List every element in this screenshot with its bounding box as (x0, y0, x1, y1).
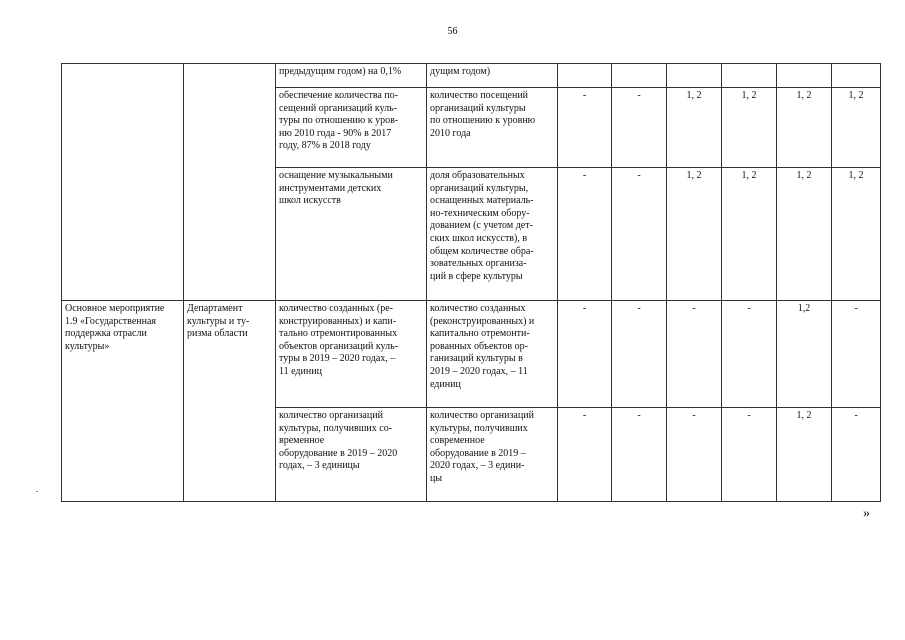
mark-cell (612, 64, 667, 88)
mark-cell: 1, 2 (777, 408, 832, 502)
mark-cell: - (612, 168, 667, 301)
executor-cell: Департамент культуры и ту- ризма области (184, 301, 276, 502)
mark-cell: - (832, 301, 881, 408)
mark-cell: - (722, 301, 777, 408)
indicator-cell: количество посещений организаций культуры по отношению к уровню 2010 года (427, 88, 558, 168)
page-number: 56 (447, 26, 458, 37)
result-cell: предыдущим годом) на 0,1% (276, 64, 427, 88)
table-row (62, 64, 881, 88)
mark-cell: 1, 2 (777, 88, 832, 168)
event-cell (62, 64, 184, 301)
indicator-cell: количество организаций культуры, получивших современное оборудование в 2019 – 2020 годах, – 3 едини- цы (427, 408, 558, 502)
executor-cell (184, 64, 276, 301)
mark-cell (722, 64, 777, 88)
mark-cell: - (667, 408, 722, 502)
indicator-cell: доля образовательных организаций культуры, оснащенных материаль- но-техническим обору- дованием (с учетом дет- ских школ искусств), в общем количестве обра- зовательных организа- ций в сфере культуры (427, 168, 558, 301)
mark-cell: - (612, 408, 667, 502)
indicator-cell: дущим годом) (427, 64, 558, 88)
margin-mark (36, 491, 38, 492)
mark-cell: - (612, 301, 667, 408)
mark-cell: - (667, 301, 722, 408)
mark-cell (777, 64, 832, 88)
mark-cell: 1, 2 (667, 88, 722, 168)
mark-cell: - (558, 168, 612, 301)
mark-cell: 1, 2 (832, 168, 881, 301)
mark-cell: - (832, 408, 881, 502)
mark-cell (667, 64, 722, 88)
table-row (62, 301, 881, 408)
program-table (61, 63, 881, 502)
mark-cell: 1,2 (777, 301, 832, 408)
indicator-cell: количество созданных (реконструированных) и капитально отремонти- рованных объектов ор- ганизаций культуры в 2019 – 2020 годах, – 11 единиц (427, 301, 558, 408)
result-cell: количество организаций культуры, получивших со- временное оборудование в 2019 – 2020 годах, – 3 единицы (276, 408, 427, 502)
mark-cell: - (558, 408, 612, 502)
result-cell: обеспечение количества по- сещений организаций куль- туры по отношению к уров- ню 2010 года - 90% в 2017 году, 87% в 2018 году (276, 88, 427, 168)
mark-cell: 1, 2 (722, 168, 777, 301)
mark-cell: 1, 2 (722, 88, 777, 168)
mark-cell (558, 64, 612, 88)
mark-cell: 1, 2 (667, 168, 722, 301)
mark-cell: - (722, 408, 777, 502)
event-cell: Основное мероприятие 1.9 «Государственная поддержка отрасли культуры» (62, 301, 184, 502)
result-cell: количество созданных (ре- конструированных) и капи- тально отремонтированных объектов организаций куль- туры в 2019 – 2020 годах, – 11 единиц (276, 301, 427, 408)
mark-cell: - (612, 88, 667, 168)
mark-cell (832, 64, 881, 88)
mark-cell: - (558, 88, 612, 168)
mark-cell: 1, 2 (777, 168, 832, 301)
mark-cell: 1, 2 (832, 88, 881, 168)
closing-quote: » (863, 506, 870, 521)
result-cell: оснащение музыкальными инструментами детских школ искусств (276, 168, 427, 301)
mark-cell: - (558, 301, 612, 408)
